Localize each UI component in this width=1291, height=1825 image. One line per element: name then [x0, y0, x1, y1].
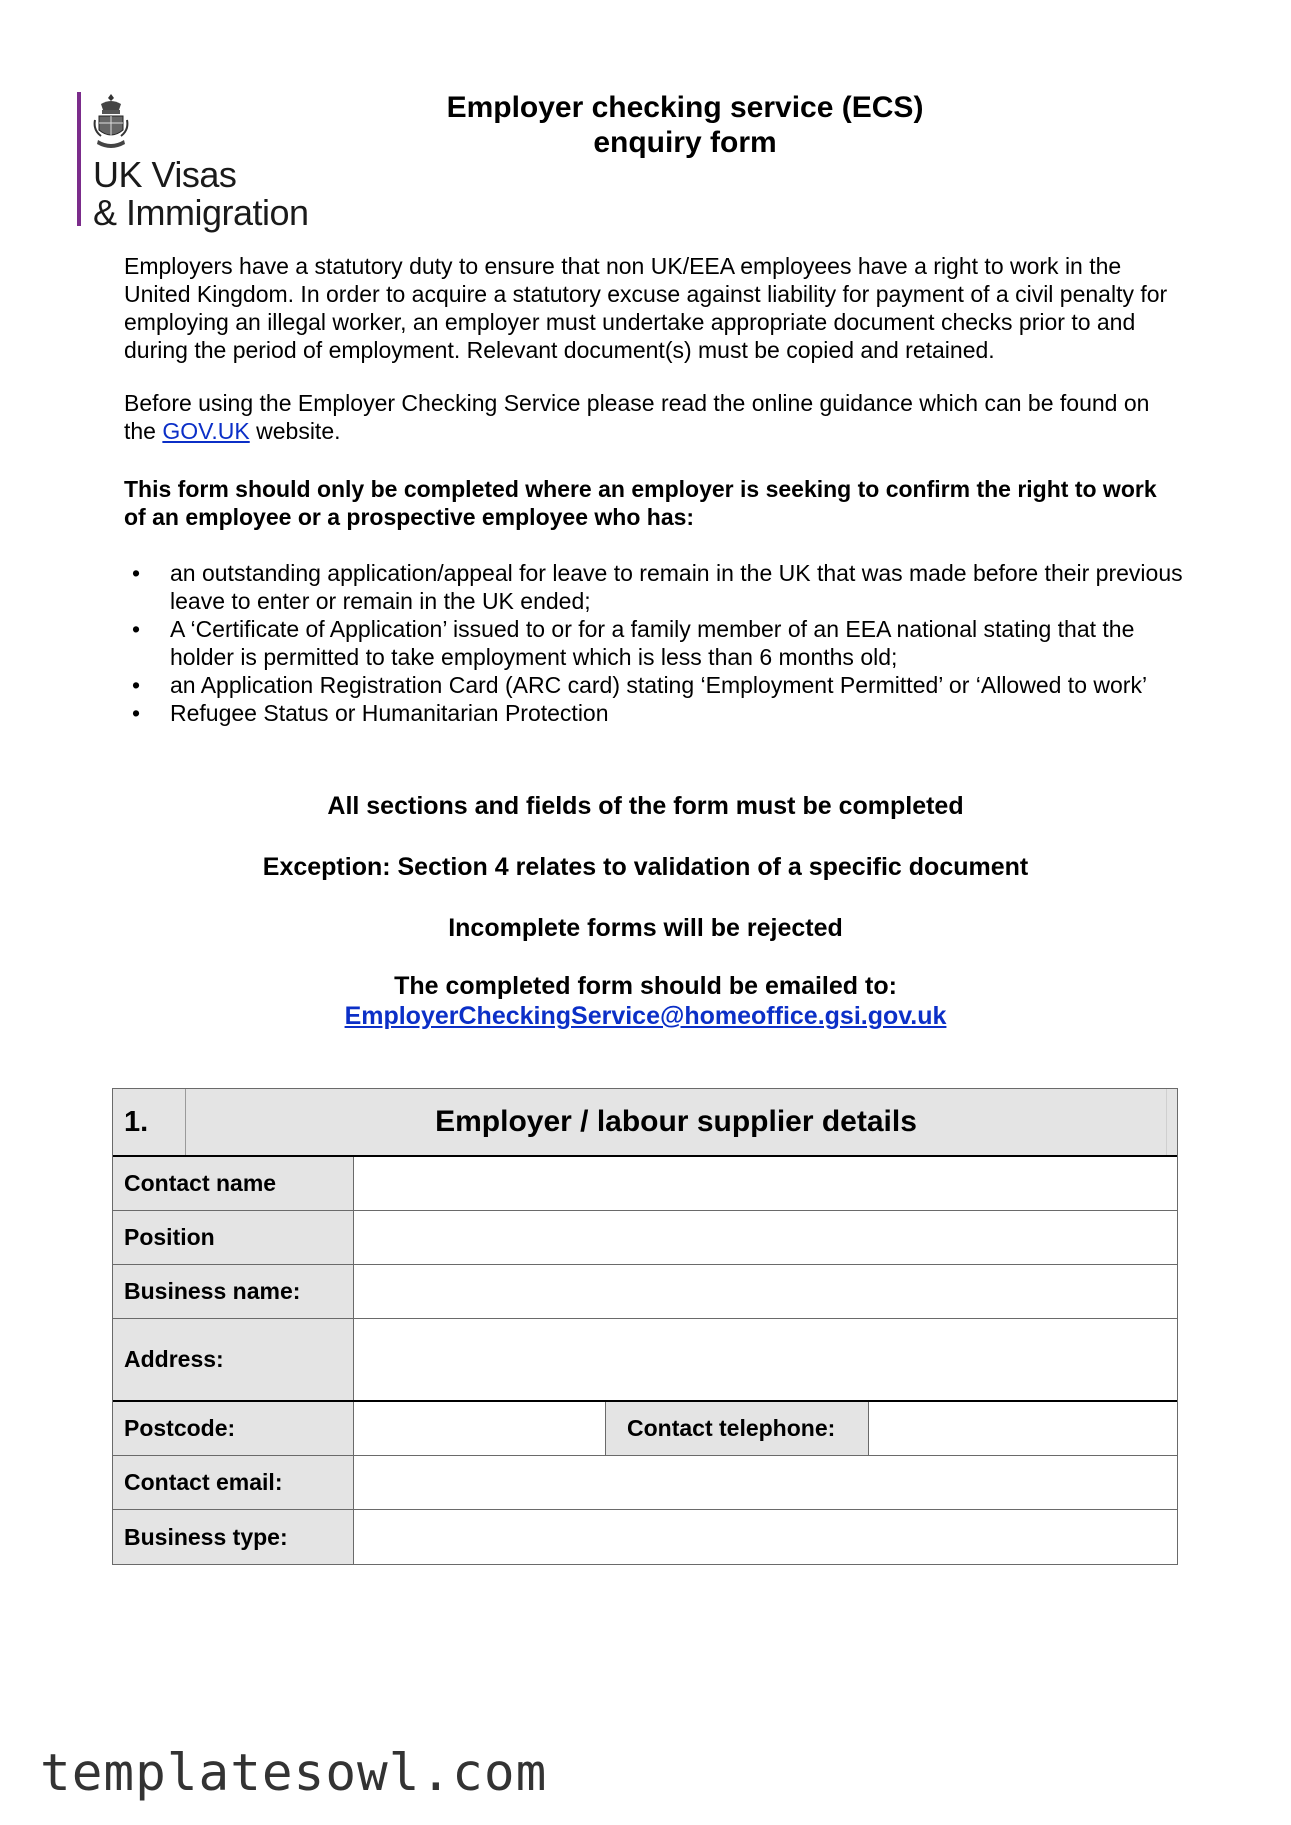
royal-crest-icon [93, 92, 129, 152]
contact-telephone-field[interactable] [869, 1402, 1177, 1455]
address-row [113, 1319, 1177, 1402]
postcode-field[interactable] [354, 1402, 606, 1455]
bullet-icon: • [132, 700, 141, 726]
logo-text-uk-visas: UK Visas [93, 154, 237, 195]
notice-email-intro: The completed form should be emailed to: [394, 972, 897, 1000]
postcode-label: Postcode: [113, 1402, 354, 1455]
contact-name-field[interactable] [354, 1157, 1177, 1210]
position-label: Position [113, 1211, 354, 1264]
list-item-text: an outstanding application/appeal for leave to remain in the UK that was made before their previous leave to enter or remain in the UK ended; [170, 560, 1183, 614]
postcode-telephone-row [113, 1402, 1177, 1456]
eligibility-list [124, 559, 1184, 727]
intro-paragraph: Employers have a statutory duty to ensure that non UK/EEA employees have a right to work in the United Kingdom. In order to acquire a statutory excuse against liability for payment of a civil penalty for employing an illegal worker, an employer must undertake appropriate document checks prior to and during the period of employment. Relevant document(s) must be copied and retained. [124, 253, 1168, 363]
position-row [113, 1211, 1177, 1265]
list-item [124, 559, 1184, 615]
business-type-field[interactable] [354, 1510, 1177, 1564]
business-name-field[interactable] [354, 1265, 1177, 1318]
business-type-label: Business type: [113, 1510, 354, 1564]
form-title-line1: Employer checking service (ECS) [446, 91, 924, 124]
list-item [124, 671, 1184, 699]
contact-email-field[interactable] [354, 1456, 1177, 1509]
email-link[interactable]: EmployerCheckingService@homeoffice.gsi.gov.uk [344, 1002, 947, 1030]
business-name-label: Business name: [113, 1265, 354, 1318]
guidance-paragraph [124, 389, 1184, 445]
guidance-text-before: Before using the Employer Checking Service please read the online guidance which can be found on the [124, 390, 1150, 444]
list-item-text: Refugee Status or Humanitarian Protection [170, 700, 609, 726]
list-item-text: an Application Registration Card (ARC card) stating ‘Employment Permitted’ or ‘Allowed to work’ [170, 672, 1148, 698]
contact-email-row [113, 1456, 1177, 1510]
section-number: 1. [113, 1089, 186, 1155]
list-item [124, 699, 1184, 727]
business-name-row [113, 1265, 1177, 1319]
section-header [113, 1089, 1177, 1157]
notice-incomplete: Incomplete forms will be rejected [448, 914, 843, 942]
uk-visas-immigration-logo [77, 92, 337, 233]
employer-details-table [112, 1088, 1178, 1565]
govuk-link[interactable]: GOV.UK [162, 418, 250, 444]
bullet-icon: • [132, 616, 141, 642]
business-type-row [113, 1510, 1177, 1564]
contact-name-label: Contact name [113, 1157, 354, 1210]
list-item-text: A ‘Certificate of Application’ issued to or for a family member of an EEA national stating that the holder is permitted to take employment which is less than 6 months old; [170, 616, 1135, 670]
contact-name-row [113, 1157, 1177, 1211]
bullet-icon: • [132, 672, 141, 698]
list-item [124, 615, 1184, 671]
address-label: Address: [113, 1319, 354, 1400]
form-title [390, 90, 980, 160]
logo-purple-bar [77, 92, 81, 226]
notice-all-sections: All sections and fields of the form must be completed [327, 792, 964, 820]
bullet-icon: • [132, 560, 141, 586]
guidance-text-after: website. [249, 418, 341, 444]
eligibility-paragraph: This form should only be completed where an employer is seeking to confirm the right to work of an employee or a prospective employee who has: [124, 476, 1157, 530]
notice-exception: Exception: Section 4 relates to validation of a specific document [262, 853, 1029, 881]
notice-email-line [0, 1001, 1291, 1031]
position-field[interactable] [354, 1211, 1177, 1264]
address-field[interactable] [354, 1319, 1177, 1400]
logo-text-immigration: & Immigration [93, 192, 309, 233]
section-title: Employer / labour supplier details [186, 1089, 1167, 1155]
watermark-text: templatesowl.com [40, 1744, 548, 1803]
contact-email-label: Contact email: [113, 1456, 354, 1509]
form-title-line2: enquiry form [593, 126, 777, 159]
contact-telephone-label: Contact telephone: [606, 1402, 869, 1455]
